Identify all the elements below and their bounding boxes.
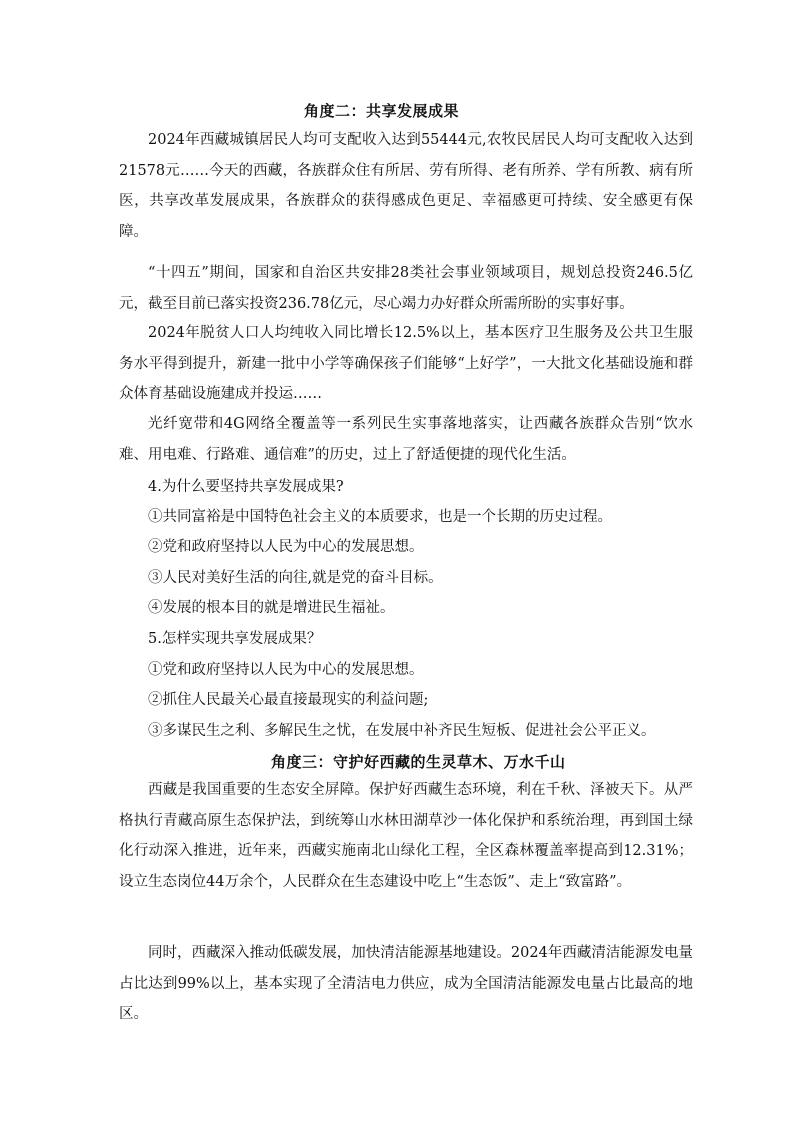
question-5: 5.怎样实现共享发展成果？ bbox=[148, 631, 322, 647]
question-4-answer-2: ②党和政府坚持以人民为中心的发展思想。 bbox=[148, 539, 424, 555]
section-3-paragraph-2: 同时，西藏深入推动低碳发展，加快清洁能源基地建设。2024年西藏清洁能源发电量占比达到99%以上，基本实现了全清洁电力供应，成为全国清洁能源发电量占比最高的地区。 bbox=[119, 945, 693, 1022]
question-4-answer-3: ③人民对美好生活的向往,就是党的奋斗目标。 bbox=[148, 570, 443, 586]
question-5-answer-3: ③多谋民生之利、多解民生之忧，在发展中补齐民生短板、促进社会公平正义。 bbox=[148, 723, 656, 739]
question-5-answer-2: ②抓住人民最关心最直接最现实的利益问题; bbox=[148, 692, 429, 708]
question-4-answer-1: ①共同富裕是中国特色社会主义的本质要求，也是一个长期的历史过程。 bbox=[148, 509, 612, 525]
section-2-heading: 角度二：共享发展成果 bbox=[304, 102, 460, 120]
section-2-paragraph-4: 光纤宽带和4G网络全覆盖等一系列民生实事落地落实，让西藏各族群众告别“饮水难、用电难、行路难、通信难”的历史，过上了舒适便捷的现代化生活。 bbox=[119, 416, 693, 463]
question-5-answer-1: ①党和政府坚持以人民为中心的发展思想。 bbox=[148, 662, 424, 678]
question-4: 4.为什么要坚持共享发展成果? bbox=[148, 479, 344, 495]
section-3-paragraph-1: 西藏是我国重要的生态安全屏障。保护好西藏生态环境，利在千秋、泽被天下。从严格执行青藏高原生态保护法，到统筹山水林田湖草沙一体化保护和系统治理，再到国土绿化行动深入推进，近年来，西藏实施南北山绿化工程，全区森林覆盖率提高到12.31%；设立生态岗位44万余个，人民群众在生态建设中吃上“生态饭”、走上“致富路”。 bbox=[119, 782, 693, 890]
section-2-paragraph-2: “十四五”期间，国家和自治区共安排28类社会事业领域项目，规划总投资246.5亿元，截至目前已落实投资236.78亿元，尽心竭力办好群众所需所盼的实事好事。 bbox=[119, 265, 693, 312]
section-2-paragraph-3: 2024年脱贫人口人均纯收入同比增长12.5%以上，基本医疗卫生服务及公共卫生服务水平得到提升，新建一批中小学等确保孩子们能够“上好学”，一大批文化基础设施和群众体育基础设施建成并投运…… bbox=[119, 325, 693, 402]
section-2-paragraph-1: 2024年西藏城镇居民人均可支配收入达到55444元,农牧民居民人均可支配收入达到21578元……今天的西藏，各族群众住有所居、劳有所得、老有所养、学有所教、病有所医，共享改革发展成果，各族群众的获得感成色更足、幸福感更可持续、安全感更有保障。 bbox=[119, 132, 693, 240]
question-4-answer-4: ④发展的根本目的就是增进民生福祉。 bbox=[148, 600, 395, 616]
section-3-heading: 角度三：守护好西藏的生灵草木、万水千山 bbox=[271, 753, 566, 771]
